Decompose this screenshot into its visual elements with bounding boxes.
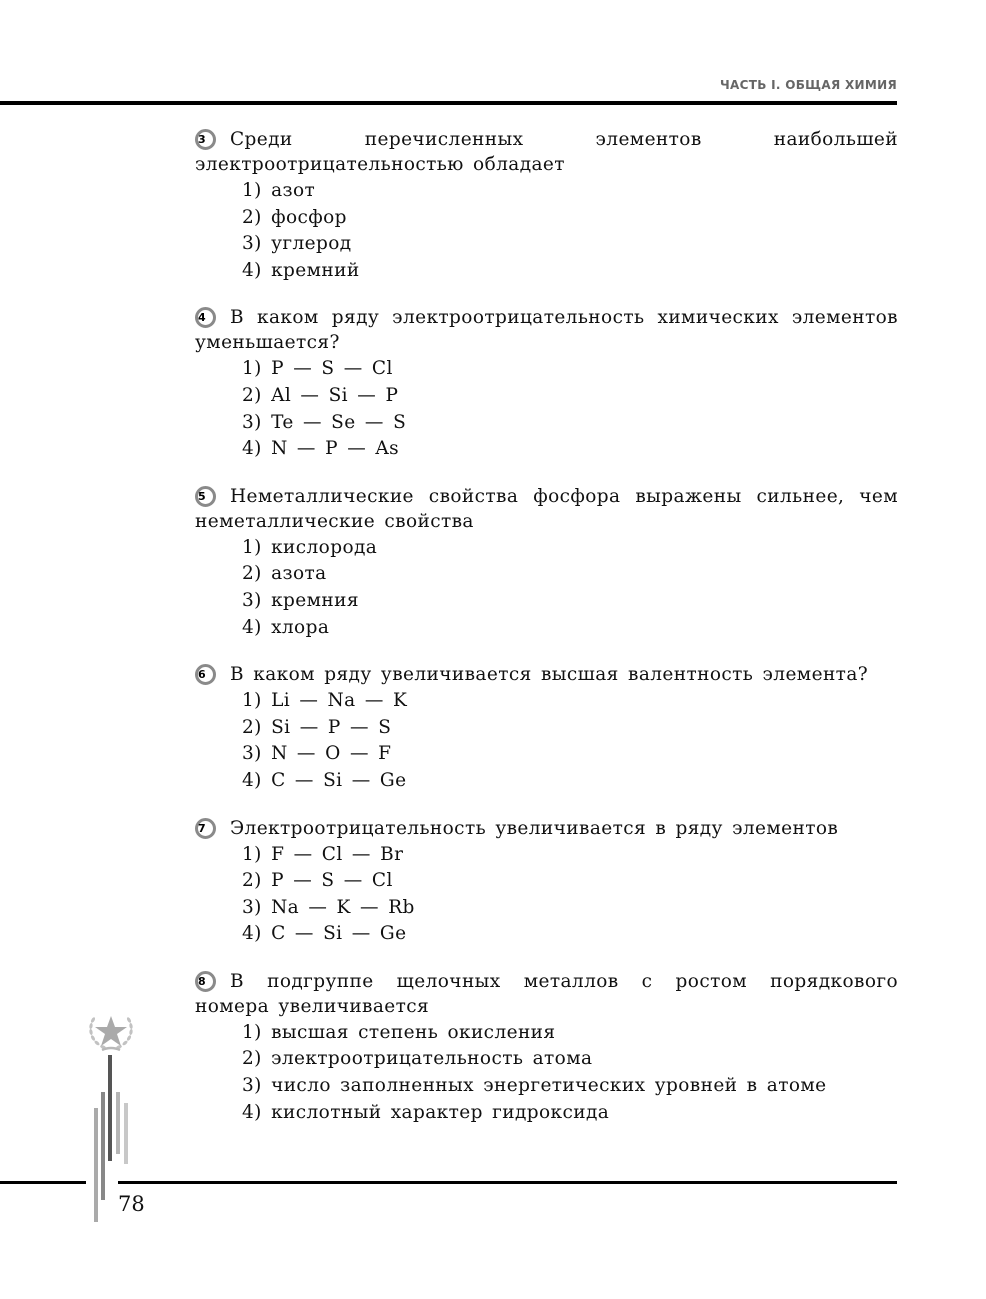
answer-option: 4) кислотный характер гидроксида: [242, 1101, 610, 1123]
decor-bar: [116, 1092, 120, 1154]
answer-options: [195, 356, 898, 462]
answer-option: 3) углерод: [242, 233, 352, 255]
answer-option: 1) высшая степень окисления: [242, 1021, 556, 1043]
laurel-star-icon: [84, 1010, 138, 1056]
question-5: [195, 484, 898, 641]
answer-option: 3) N — O — F: [242, 743, 392, 765]
answer-option: 4) кремний: [242, 259, 360, 281]
question-text: Неметаллические свойства фосфора выражены сильнее, чем неметаллические свойства: [195, 485, 898, 532]
answer-option: 1) Li — Na — K: [242, 690, 408, 712]
answer-option: 4) хлора: [242, 616, 330, 638]
answer-option: 3) Te — Se — S: [242, 411, 407, 433]
answer-options: [195, 842, 898, 948]
answer-option: 2) Si — P — S: [242, 716, 392, 738]
question-text: Среди перечисленных элементов наибольшей электроотрицательностью обладает: [195, 129, 898, 175]
question-list: [195, 127, 898, 1147]
answer-option: 2) фосфор: [242, 206, 347, 228]
question-text: В подгруппе щелочных металлов с ростом порядкового номера увеличивается: [195, 970, 898, 1017]
footer-rule-right: [118, 1181, 897, 1184]
answer-option: 1) азот: [242, 180, 316, 201]
answer-option: 2) азота: [242, 563, 327, 585]
question-text: В каком ряду электроотрицательность химических элементов уменьшается?: [195, 307, 898, 354]
question-6: [195, 662, 898, 794]
footer-rule-left: [0, 1181, 86, 1184]
question-number-badge: 7: [195, 818, 216, 839]
answer-options: [195, 688, 898, 794]
answer-option: 4) C — Si — Ge: [242, 923, 407, 945]
question-number-badge: 8: [195, 971, 216, 992]
page-number: 78: [118, 1192, 145, 1216]
question-3: [195, 127, 898, 284]
answer-options: [195, 178, 898, 284]
question-7: [195, 816, 898, 948]
answer-option: 4) N — P — As: [242, 438, 400, 460]
question-number-badge: 4: [195, 307, 216, 328]
answer-option: 2) электроотрицательность атома: [242, 1048, 593, 1070]
decor-bar: [124, 1103, 128, 1164]
answer-option: 4) C — Si — Ge: [242, 769, 407, 791]
running-head: ЧАСТЬ I. ОБЩАЯ ХИМИЯ: [720, 78, 897, 92]
decor-bar: [94, 1108, 98, 1222]
answer-option: 1) кислорода: [242, 536, 378, 558]
question-text: Электроотрицательность увеличивается в ряду элементов: [230, 817, 839, 839]
answer-option: 2) P — S — Cl: [242, 870, 393, 892]
answer-option: 1) P — S — Cl: [242, 358, 393, 380]
answer-option: 3) кремния: [242, 589, 359, 611]
question-number-badge: 5: [195, 486, 216, 507]
header-rule: [0, 101, 897, 105]
answer-option: 1) F — Cl — Br: [242, 843, 404, 865]
question-text: В каком ряду увеличивается высшая валентность элемента?: [230, 664, 869, 686]
question-4: [195, 305, 898, 462]
answer-options: [195, 1020, 898, 1126]
question-number-badge: 6: [195, 664, 216, 685]
decor-bar: [101, 1092, 105, 1200]
answer-option: 3) число заполненных энергетических уровней в атоме: [242, 1075, 827, 1097]
question-number-badge: 3: [195, 129, 216, 150]
answer-options: [195, 535, 898, 641]
decor-bar: [108, 1055, 112, 1161]
answer-option: 2) Al — Si — P: [242, 384, 399, 406]
question-8: [195, 969, 898, 1126]
answer-option: 3) Na — K — Rb: [242, 896, 415, 918]
